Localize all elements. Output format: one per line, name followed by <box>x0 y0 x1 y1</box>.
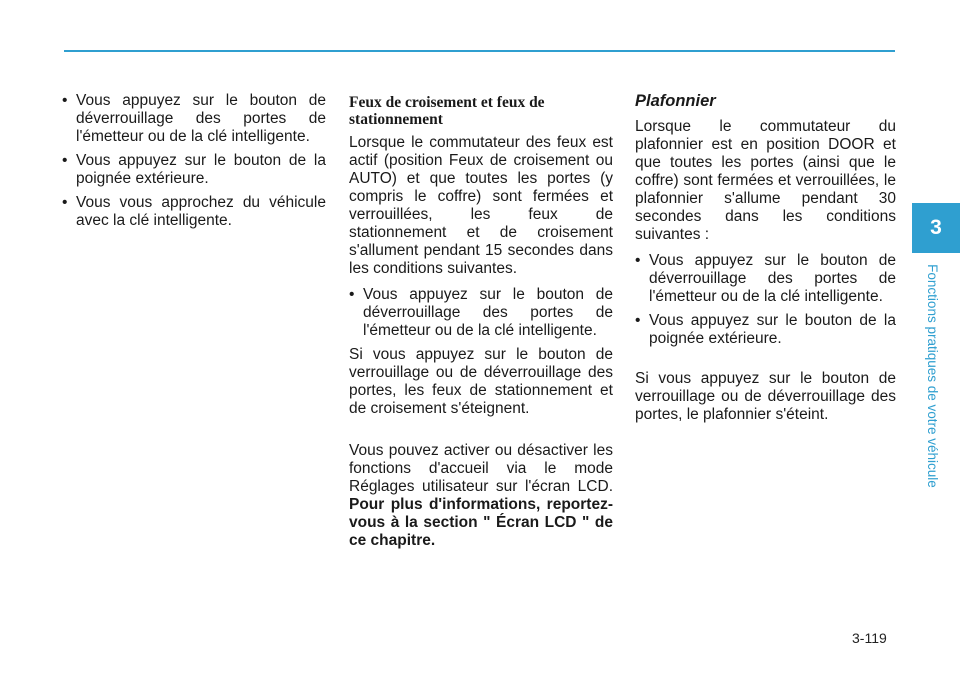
chapter-title-vertical: Fonctions pratiques de votre véhicule <box>925 264 940 488</box>
list-item <box>349 286 613 340</box>
header-rule <box>64 50 895 52</box>
settings-text: Vous pouvez activer ou désactiver les fonctions d'accueil via le mode Réglages utilisateur sur l'écran LCD. <box>349 442 613 495</box>
list-item <box>62 194 326 230</box>
bullet-text: Vous appuyez sur le bouton de la poignée extérieure. <box>649 312 896 347</box>
bullet-text: Vous appuyez sur le bouton de déverrouillage des portes de l'émetteur ou de la clé intelligente. <box>363 286 613 339</box>
column-3 <box>635 92 896 432</box>
list-item <box>62 152 326 188</box>
bullet-text: Vous appuyez sur le bouton de déverrouillage des portes de l'émetteur ou de la clé intelligente. <box>649 252 896 305</box>
list-item <box>62 92 326 146</box>
bullet-list <box>635 252 896 348</box>
section-heading-plafonnier: Plafonnier <box>635 92 716 110</box>
page-number: 3-119 <box>852 630 887 646</box>
bullet-text: Vous appuyez sur le bouton de la poignée extérieure. <box>76 152 326 187</box>
bullet-text: Vous vous approchez du véhicule avec la clé intelligente. <box>76 194 326 229</box>
bullet-icon: • <box>62 152 68 169</box>
list-item <box>635 252 896 306</box>
bullet-icon: • <box>62 194 68 211</box>
bullet-icon: • <box>635 252 641 269</box>
bullet-text: Vous appuyez sur le bouton de déverrouillage des portes de l'émetteur ou de la clé intelligente. <box>76 92 326 145</box>
settings-paragraph <box>349 442 613 550</box>
bullet-list <box>62 92 326 230</box>
section-intro: Lorsque le commutateur du plafonnier est en position DOOR et que toutes les portes (ainsi que le coffre) sont fermées et verrouillées, le plafonnier s'allume pendant 30 secondes dans les conditions suivantes : <box>635 118 896 243</box>
chapter-number-tab: 3 <box>912 203 960 253</box>
column-1 <box>62 92 326 236</box>
bullet-icon: • <box>62 92 68 109</box>
bullet-list <box>349 286 613 340</box>
bullet-icon: • <box>349 286 355 303</box>
settings-reference: Pour plus d'informations, reportez-vous à la section " Écran LCD " de ce chapitre. <box>349 496 613 549</box>
lights-off-text: Si vous appuyez sur le bouton de verrouillage ou de déverrouillage des portes, les feux de stationnement et de croisement s'éteignent. <box>349 346 613 417</box>
section-heading-feux: Feux de croisement et feux de stationnement <box>349 94 545 128</box>
lamp-off-text: Si vous appuyez sur le bouton de verrouillage ou de déverrouillage des portes, le plafonnier s'éteint. <box>635 370 896 423</box>
column-2 <box>349 94 613 550</box>
list-item <box>635 312 896 348</box>
section-intro: Lorsque le commutateur des feux est actif (position Feux de croisement ou AUTO) et que toutes les portes (y compris le coffre) sont fermées et verrouillées, les feux de stationnement et de croisement s'allument pendant 15 secondes dans les conditions suivantes. <box>349 134 613 277</box>
bullet-icon: • <box>635 312 641 329</box>
